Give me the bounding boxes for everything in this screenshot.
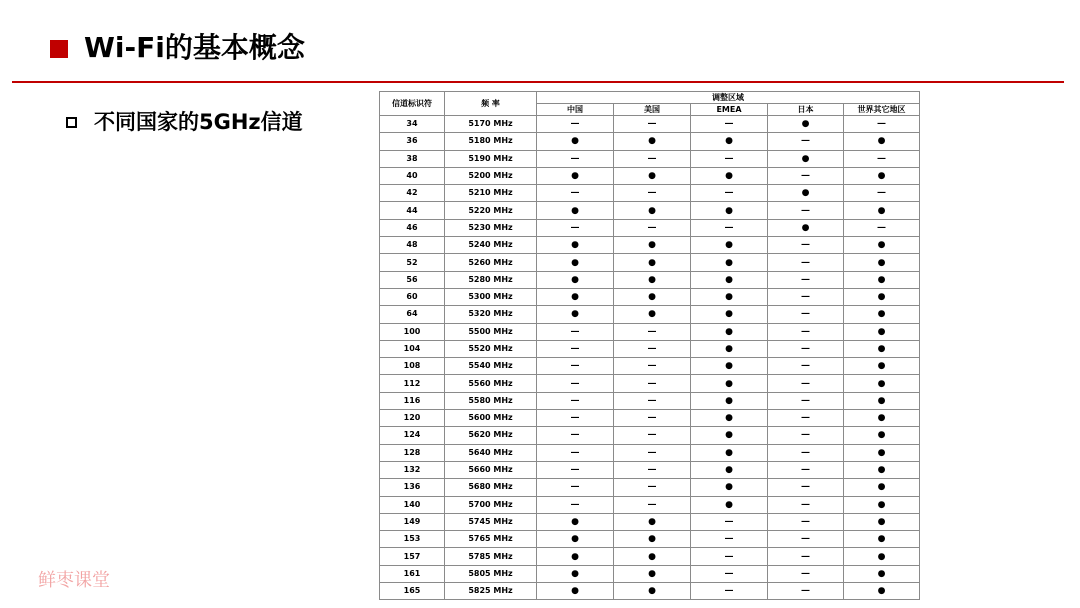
region-support-cell: — [768,496,844,513]
frequency-cell: 5190 MHz [445,150,537,167]
region-support-cell: — [614,185,691,202]
channel-cell: 149 [380,513,445,530]
title-divider [12,81,1064,83]
region-support-cell: ● [844,288,920,305]
region-support-cell: — [768,461,844,478]
section-subtitle: 不同国家的5GHz信道 [94,110,303,134]
region-support-cell: — [691,116,768,133]
channel-cell: 128 [380,444,445,461]
table-row [380,185,920,202]
region-support-cell: ● [844,358,920,375]
channel-cell: 136 [380,479,445,496]
region-support-cell: ● [537,513,614,530]
region-support-cell: ● [844,496,920,513]
region-support-cell: ● [537,271,614,288]
region-support-cell: — [614,323,691,340]
region-support-cell: ● [691,410,768,427]
region-support-cell: — [768,410,844,427]
table-row [380,583,920,600]
region-support-cell: ● [691,306,768,323]
table-row [380,513,920,530]
region-support-cell: — [844,150,920,167]
frequency-cell: 5805 MHz [445,565,537,582]
region-support-cell: — [537,116,614,133]
channel-cell: 40 [380,167,445,184]
frequency-cell: 5600 MHz [445,410,537,427]
table-row [380,479,920,496]
region-support-cell: ● [537,202,614,219]
table-row [380,237,920,254]
frequency-cell: 5240 MHz [445,237,537,254]
region-support-cell: — [768,548,844,565]
region-support-cell: ● [691,375,768,392]
channel-cell: 42 [380,185,445,202]
region-support-cell: ● [537,237,614,254]
region-support-cell: ● [844,513,920,530]
table-row [380,254,920,271]
region-support-cell: ● [768,185,844,202]
frequency-cell: 5300 MHz [445,288,537,305]
region-support-cell: ● [614,565,691,582]
region-support-cell: — [691,150,768,167]
table-row [380,306,920,323]
frequency-cell: 5220 MHz [445,202,537,219]
frequency-cell: 5260 MHz [445,254,537,271]
region-support-cell: ● [691,271,768,288]
frequency-cell: 5785 MHz [445,548,537,565]
region-support-cell: ● [614,167,691,184]
region-support-cell: ● [844,375,920,392]
region-support-cell: — [768,392,844,409]
channel-cell: 120 [380,410,445,427]
region-support-cell: — [768,254,844,271]
region-support-cell: — [614,116,691,133]
channel-cell: 157 [380,548,445,565]
region-support-cell: ● [614,583,691,600]
table-row [380,427,920,444]
channel-cell: 52 [380,254,445,271]
frequency-cell: 5580 MHz [445,392,537,409]
channel-cell: 124 [380,427,445,444]
header-region-emea: EMEA [691,104,768,116]
region-support-cell: ● [537,531,614,548]
region-support-cell: — [537,392,614,409]
table-row [380,323,920,340]
channel-cell: 44 [380,202,445,219]
region-support-cell: ● [844,254,920,271]
region-support-cell: — [768,323,844,340]
table-row [380,340,920,357]
region-support-cell: — [614,444,691,461]
region-support-cell: ● [537,306,614,323]
region-support-cell: ● [691,323,768,340]
region-support-cell: — [768,479,844,496]
frequency-cell: 5680 MHz [445,479,537,496]
frequency-cell: 5210 MHz [445,185,537,202]
region-support-cell: ● [614,288,691,305]
region-support-cell: — [768,306,844,323]
header-region-rest-of-world: 世界其它地区 [844,104,920,116]
frequency-cell: 5230 MHz [445,219,537,236]
region-support-cell: — [614,410,691,427]
region-support-cell: ● [844,271,920,288]
frequency-cell: 5560 MHz [445,375,537,392]
region-support-cell: — [768,358,844,375]
frequency-cell: 5180 MHz [445,133,537,150]
region-support-cell: ● [614,254,691,271]
table-row [380,202,920,219]
region-support-cell: — [537,340,614,357]
region-support-cell: ● [844,323,920,340]
region-support-cell: ● [537,167,614,184]
region-support-cell: — [768,444,844,461]
frequency-cell: 5540 MHz [445,358,537,375]
region-support-cell: — [614,340,691,357]
region-support-cell: — [614,479,691,496]
region-support-cell: — [537,219,614,236]
frequency-cell: 5520 MHz [445,340,537,357]
frequency-cell: 5500 MHz [445,323,537,340]
region-support-cell: — [614,461,691,478]
region-support-cell: ● [691,496,768,513]
region-support-cell: ● [614,202,691,219]
region-support-cell: ● [614,306,691,323]
region-support-cell: — [691,565,768,582]
table-row [380,116,920,133]
region-support-cell: — [537,323,614,340]
region-support-cell: ● [614,548,691,565]
table-row [380,565,920,582]
region-support-cell: ● [691,237,768,254]
region-support-cell: — [768,288,844,305]
table-row [380,444,920,461]
region-support-cell: ● [691,392,768,409]
table-row [380,167,920,184]
frequency-cell: 5200 MHz [445,167,537,184]
hollow-square-bullet-icon [66,117,77,128]
region-support-cell: — [768,167,844,184]
channel-cell: 112 [380,375,445,392]
region-support-cell: — [768,513,844,530]
region-support-cell: ● [691,288,768,305]
region-support-cell: — [768,340,844,357]
region-support-cell: — [537,427,614,444]
region-support-cell: — [614,496,691,513]
region-support-cell: — [614,150,691,167]
table-row [380,531,920,548]
region-support-cell: — [844,116,920,133]
table-row [380,271,920,288]
region-support-cell: ● [844,167,920,184]
region-support-cell: — [691,185,768,202]
region-support-cell: — [537,375,614,392]
region-support-cell: — [768,133,844,150]
region-support-cell: — [537,479,614,496]
channel-cell: 104 [380,340,445,357]
frequency-cell: 5640 MHz [445,444,537,461]
region-support-cell: ● [691,340,768,357]
region-support-cell: — [691,548,768,565]
region-support-cell: ● [844,583,920,600]
table-row [380,133,920,150]
region-support-cell: — [537,150,614,167]
region-support-cell: ● [691,167,768,184]
slide-title: Wi-Fi的基本概念 [84,31,305,64]
frequency-cell: 5745 MHz [445,513,537,530]
region-support-cell: ● [614,513,691,530]
header-channel-id: 信道标识符 [380,92,445,116]
region-support-cell: — [691,219,768,236]
header-region-usa: 美国 [614,104,691,116]
region-support-cell: — [537,358,614,375]
region-support-cell: — [537,461,614,478]
region-support-cell: ● [691,202,768,219]
region-support-cell: ● [768,150,844,167]
region-support-cell: ● [844,565,920,582]
region-support-cell: ● [614,237,691,254]
region-support-cell: — [844,185,920,202]
channel-cell: 161 [380,565,445,582]
region-support-cell: ● [844,531,920,548]
frequency-cell: 5825 MHz [445,583,537,600]
region-support-cell: ● [691,133,768,150]
region-support-cell: ● [614,271,691,288]
table-row [380,392,920,409]
region-support-cell: ● [844,461,920,478]
region-support-cell: — [768,202,844,219]
title-bullet-square [50,40,68,58]
header-region-china: 中国 [537,104,614,116]
frequency-cell: 5280 MHz [445,271,537,288]
region-support-cell: ● [844,427,920,444]
region-support-cell: — [691,513,768,530]
frequency-cell: 5660 MHz [445,461,537,478]
region-support-cell: ● [537,254,614,271]
region-support-cell: ● [844,133,920,150]
region-support-cell: ● [844,548,920,565]
channel-table [379,91,920,600]
region-support-cell: — [537,444,614,461]
region-support-cell: ● [844,202,920,219]
region-support-cell: ● [691,461,768,478]
region-support-cell: — [537,410,614,427]
table-row [380,496,920,513]
region-support-cell: — [614,427,691,444]
region-support-cell: ● [691,358,768,375]
region-support-cell: — [614,358,691,375]
table-row [380,548,920,565]
region-support-cell: ● [844,444,920,461]
region-support-cell: ● [844,340,920,357]
region-support-cell: ● [537,583,614,600]
region-support-cell: ● [537,548,614,565]
table-row [380,375,920,392]
table-row [380,288,920,305]
channel-cell: 116 [380,392,445,409]
region-support-cell: ● [844,237,920,254]
table-row [380,461,920,478]
region-support-cell: ● [768,116,844,133]
channel-cell: 34 [380,116,445,133]
region-support-cell: — [768,375,844,392]
region-support-cell: — [844,219,920,236]
region-support-cell: ● [691,479,768,496]
region-support-cell: — [768,271,844,288]
region-support-cell: — [614,392,691,409]
frequency-cell: 5170 MHz [445,116,537,133]
table-row [380,219,920,236]
watermark-logo-text: 鲜枣课堂 [38,570,110,591]
frequency-cell: 5620 MHz [445,427,537,444]
header-frequency: 频 率 [445,92,537,116]
region-support-cell: ● [844,479,920,496]
channel-cell: 36 [380,133,445,150]
frequency-cell: 5700 MHz [445,496,537,513]
channel-cell: 132 [380,461,445,478]
region-support-cell: — [691,531,768,548]
region-support-cell: — [614,219,691,236]
region-support-cell: ● [537,565,614,582]
region-support-cell: ● [844,392,920,409]
channel-cell: 60 [380,288,445,305]
region-support-cell: — [768,427,844,444]
region-support-cell: — [691,583,768,600]
header-region-group: 调整区域 [537,92,920,104]
region-support-cell: ● [691,427,768,444]
table-row [380,358,920,375]
region-support-cell: ● [537,288,614,305]
channel-cell: 38 [380,150,445,167]
region-support-cell: ● [844,306,920,323]
region-support-cell: — [537,496,614,513]
channel-cell: 56 [380,271,445,288]
header-region-japan: 日本 [768,104,844,116]
channel-cell: 100 [380,323,445,340]
channel-table-body [380,116,920,600]
region-support-cell: — [768,565,844,582]
frequency-cell: 5765 MHz [445,531,537,548]
channel-cell: 153 [380,531,445,548]
channel-cell: 108 [380,358,445,375]
frequency-cell: 5320 MHz [445,306,537,323]
region-support-cell: — [768,583,844,600]
channel-cell: 48 [380,237,445,254]
region-support-cell: ● [768,219,844,236]
region-support-cell: ● [691,444,768,461]
region-support-cell: ● [614,133,691,150]
channel-cell: 64 [380,306,445,323]
region-support-cell: ● [691,254,768,271]
channel-cell: 46 [380,219,445,236]
table-row [380,410,920,427]
region-support-cell: ● [614,531,691,548]
region-support-cell: — [768,531,844,548]
region-support-cell: — [614,375,691,392]
region-support-cell: ● [844,410,920,427]
channel-cell: 140 [380,496,445,513]
channel-cell: 165 [380,583,445,600]
region-support-cell: — [537,185,614,202]
region-support-cell: ● [537,133,614,150]
table-row [380,150,920,167]
region-support-cell: — [768,237,844,254]
